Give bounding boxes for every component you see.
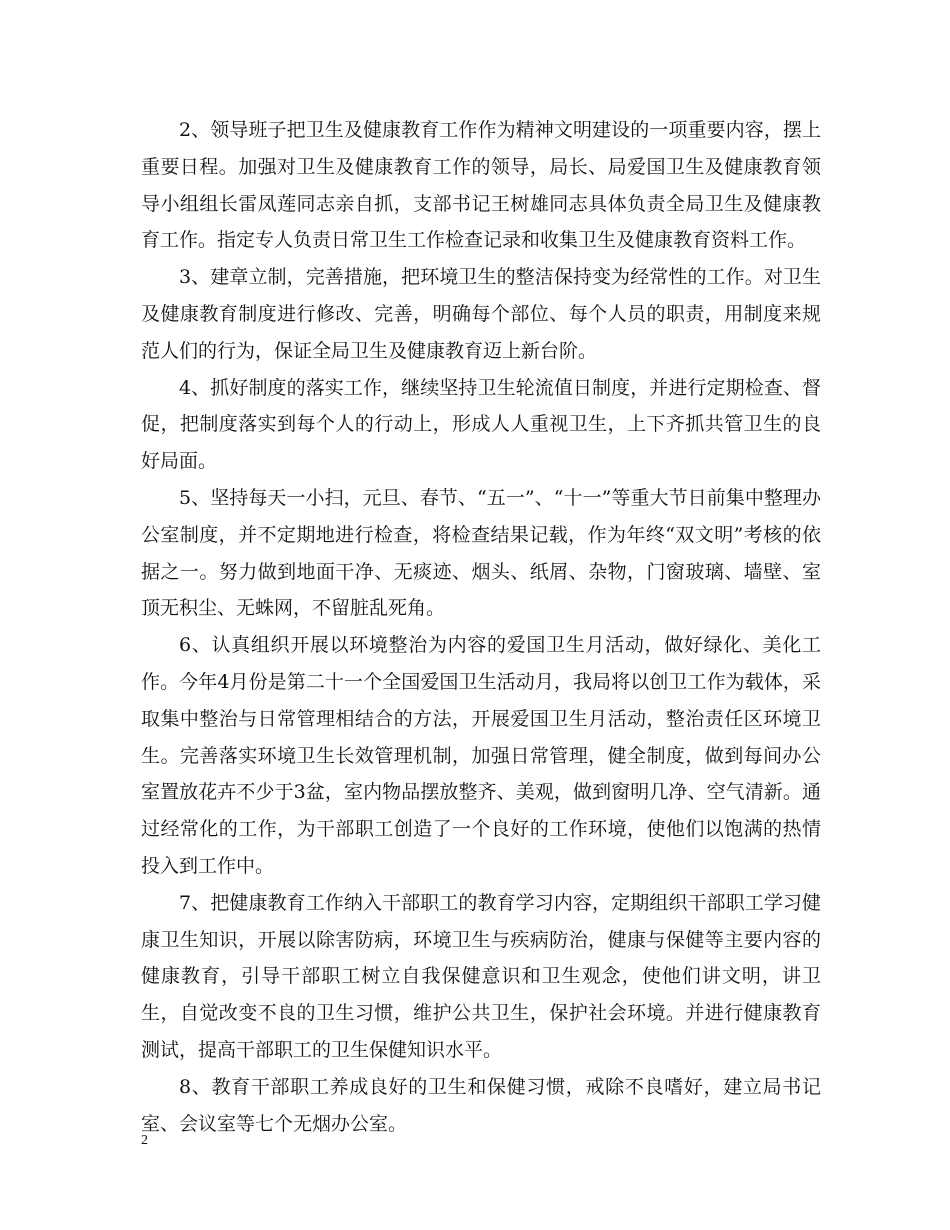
paragraph-item-3: 3、建章立制，完善措施，把环境卫生的整洁保持变为经常性的工作。对卫生及健康教育制度进行修改、完善，明确每个部位、每个人员的职责，用制度来规范人们的行为，保证全局卫生及健康教育迈上新台阶。 xyxy=(141,266,821,362)
paragraph-item-5: 5、坚持每天一小扫，元旦、春节、“五一”、“十一”等重大节日前集中整理办公室制度，并不定期地进行检查，将检查结果记载，作为年终“双文明”考核的依据之一。努力做到地面干净、无痰迹、烟头、纸屑、杂物，门窗玻璃、墙壁、室顶无积尘、无蛛网，不留脏乱死角。 xyxy=(141,486,821,620)
paragraph-item-8: 8、教育干部职工养成良好的卫生和保健习惯，戒除不良嗜好，建立局书记室、会议室等七个无烟办公室。 xyxy=(141,1075,821,1135)
page-number: 2 xyxy=(141,1133,148,1148)
paragraph-item-2: 2、领导班子把卫生及健康教育工作作为精神文明建设的一项重要内容，摆上重要日程。加强对卫生及健康教育工作的领导，局长、局爱国卫生及健康教育领导小组组长雷凤莲同志亲自抓，支部书记王树雄同志具体负责全局卫生及健康教育工作。指定专人负责日常卫生工作检查记录和收集卫生及健康教育资料工作。 xyxy=(141,119,821,252)
paragraph-item-6: 6、认真组织开展以环境整治为内容的爱国卫生月活动，做好绿化、美化工作。今年4月份是第二十一个全国爱国卫生活动月，我局将以创卫工作为载体，采取集中整治与日常管理相结合的方法，开展爱国卫生月活动，整治责任区环境卫生。完善落实环境卫生长效管理机制，加强日常管理，健全制度，做到每间办公室置放花卉不少于3盆，室内物品摆放整齐、美观，做到窗明几净、空气清新。通过经常化的工作，为干部职工创造了一个良好的工作环境，使他们以饱满的热情投入到工作中。 xyxy=(141,634,821,877)
paragraph-item-7: 7、把健康教育工作纳入干部职工的教育学习内容，定期组织干部职工学习健康卫生知识，开展以除害防病，环境卫生与疾病防治，健康与保健等主要内容的健康教育，引导干部职工树立自我保健意识和卫生观念，使他们讲文明，讲卫生，自觉改变不良的卫生习惯，维护公共卫生，保护社会环境。并进行健康教育测试，提高干部职工的卫生保健知识水平。 xyxy=(141,891,821,1061)
paragraph-item-4: 4、抓好制度的落实工作，继续坚持卫生轮流值日制度，并进行定期检查、督促，把制度落实到每个人的行动上，形成人人重视卫生，上下齐抓共管卫生的良好局面。 xyxy=(141,376,821,473)
document-body xyxy=(141,112,821,1142)
